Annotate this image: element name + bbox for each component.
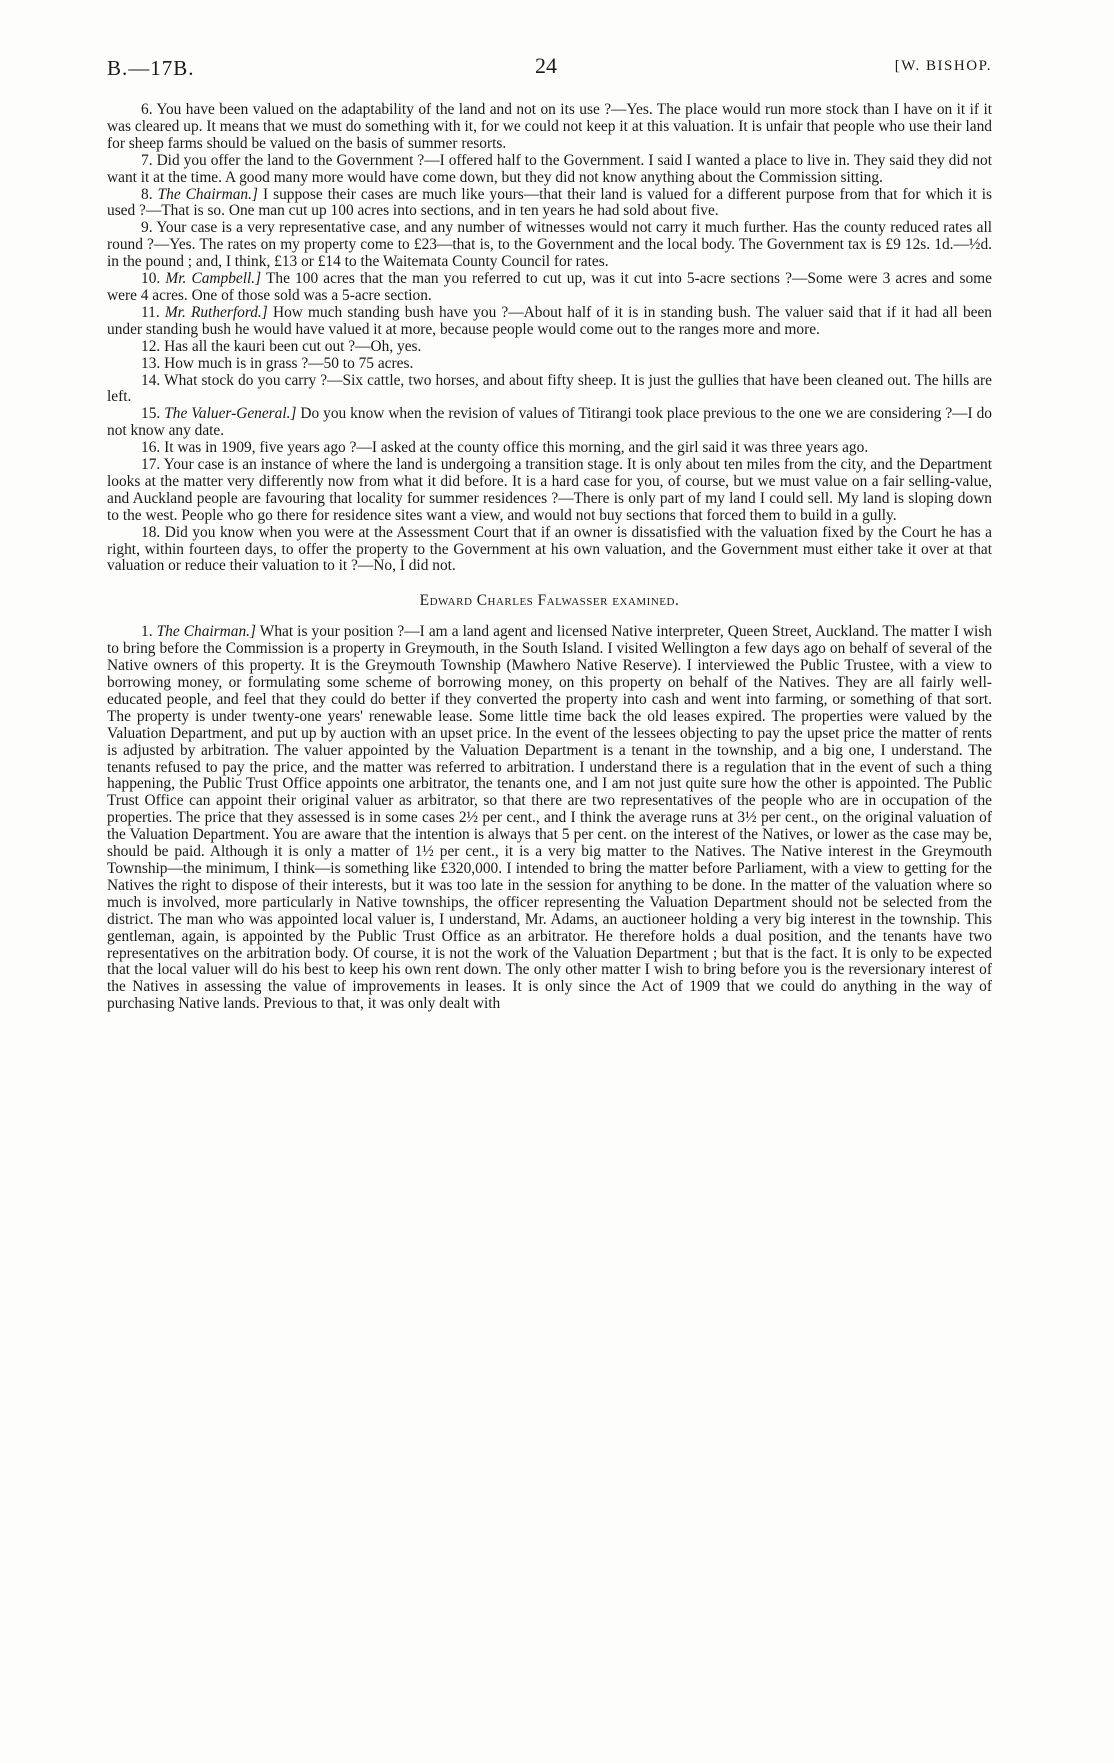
testimony-text: What is your position ?—I am a land agent and licensed Native interpreter, Queen Street, Auckland. The matter I wish to bring before the Commission is a property in Greymouth, in the South Island. I visited Wellington a few days ago on behalf of several of the Native owners of this property. It is the Greymouth Township (Mawhero Native Reserve). I interviewed the Public Trustee, with a view to borrowing money, or formulating some scheme of borrowing money, on this property on behalf of the Natives. They are all fairly well-educated people, and feel that they could do better if they converted the property into cash and went into farming, or something of that sort. The property is under twenty-one years' renewable lease. Some little time back the old leases expired. The properties were valued by the Valuation Department, and put up by auction with an upset price. In the event of the lessees objecting to pay the upset price the matter of rents is adjusted by arbitration. The valuer appointed by the Valuation Department is a tenant in the township, and a big one, I understand. The tenants refused to pay the price, and the matter was referred to arbitration. I understand there is a regulation that in the event of such a thing happening, the Public Trust Office appoints one arbitrator, the tenants one, and I am not just quite sure how the other is appointed. The Public Trust Office can appoint their original valuer as arbitrator, so that there are two representatives of the people who are in occupation of the properties. The price that they assessed is in some cases 2½ per cent., and I think the average runs at 3½ per cent., on the original valuation of the Valuation Department. You are aware that the intention is always that 5 per cent. on the interest of the Natives, or lower as the case may be, should be paid. Although it is only a matter of 1½ per cent., it is a very big matter to the Natives. The Native interest in the Greymouth Township—the minimum, I think—is something like £320,000. I intended to bring the matter before Parliament, with a view to getting for the Natives the right to dispose of their interests, but it was too late in the session for anything to be done. In the matter of the valuation where so much is involved, more particularly in Native townships, the officer representing the Valuation Department should not be selected from the district. The man who was appointed local valuer is, I understand, Mr. Adams, an auctioneer holding a very big interest in the township. This gentleman, again, is appointed by the Public Trust Office as an arbitrator. He therefore holds a dual position, and the tenants have two representatives on the arbitration body. Of course, it is not the work of the Valuation Department ; but that is the fact. It is only to be expected that the local valuer will do his best to keep his own rent down. The only other matter I wish to bring before you is the reversionary interest of the Natives in assessing the value of improvements in leases. It is only since the Act of 1909 that we could do anything in the way of purchasing Native lands. Previous to that, it was only dealt with [107,623,992,1013]
testimony-text: Your case is an instance of where the land is undergoing a transition stage. It is only about ten miles from the city, and the Department looks at the matter very differently now from what it did before. It is a hard case for you, of course, but we must value on a fair selling-value, and Auckland people are favouring that locality for summer residences ?—There is only part of my land I could sell. My land is sloping down to the west. People who go there for residence sites want a view, and would not buy sections that forced them to build in a gully. [107,456,992,524]
testimony-text: Your case is a very representative case, and any number of witnesses would not carry it much further. Has the county reduced rates all round ?—Yes. The rates on my property come to £23—that is, to the Government and the local body. The Government tax is £9 12s. 1d.—½d. in the pound ; and, I think, £13 or £14 to the Waitemata County Council for rates. [107,219,992,271]
question-number: 6. [141,101,153,118]
testimony-paragraph [107,373,992,407]
question-number: 17. [141,456,161,474]
document-body [107,102,992,1013]
question-number: 12. [141,337,161,355]
page-header [107,50,992,90]
question-number: 1. [141,623,153,641]
testimony-paragraph [107,525,992,576]
speaker-name: The Valuer-General.] [164,405,297,423]
testimony-paragraph [107,440,992,457]
question-number: 15. [141,405,161,423]
testimony-text: Has all the kauri been cut out ?—Oh, yes. [164,337,422,355]
testimony-text: How much is in grass ?—50 to 75 acres. [164,354,414,372]
question-number: 16. [141,439,161,457]
testimony-text: You have been valued on the adaptability of the land and not on its use ?—Yes. The place would run more stock than I have on it if it was cleared up. It means that we must do something with it, for we could not keep it at this valuation. It is unfair that people who use their land for sheep farms should be valued on the basis of summer resorts. [107,101,992,152]
testimony-text: Did you know when you were at the Assessment Court that if an owner is dissatisfied with the valuation fixed by the Court he has a right, within fourteen days, to offer the property to the Government at his own valuation, and the Government must either take it over at that valuation or reduce their valuation to it ?—No, I did not. [107,523,992,575]
question-number: 7. [141,151,153,169]
question-number: 8. [141,185,153,203]
testimony-text: The 100 acres that the man you referred to cut up, was it cut into 5-acre sections ?—Some were 3 acres and some were 4 acres. One of those sold was a 5-acre section. [107,270,992,304]
testimony-text: What stock do you carry ?—Six cattle, two horses, and about fifty sheep. It is just the gullies that have been cleaned out. The hills are left. [107,371,992,406]
testimony-paragraph [107,220,992,271]
testimony-paragraph [107,356,992,373]
speaker-name: The Chairman.] [156,623,257,641]
question-number: 18. [141,523,161,541]
section-heading: Edward Charles Falwasser examined. [419,592,680,610]
question-number: 9. [141,219,153,237]
document-reference: B.—17B. [107,56,195,80]
testimony-text: Did you offer the land to the Government ?—I offered half to the Government. I said I wanted a place to live in. They said they did not want it at the time. A good many more would have come down, but they did not know anything about the Commission sitting. [107,151,992,186]
question-number: 13. [141,354,161,372]
testimony-paragraph [107,187,992,221]
page-number: 24 [535,53,557,78]
question-number: 11. [141,303,160,321]
testimony-paragraph [107,406,992,440]
testimony-paragraph [107,339,992,356]
testimony-paragraph [107,305,992,339]
testimony-paragraph [107,102,992,153]
speaker-name: Mr. Rutherford.] [164,303,268,321]
question-number: 14. [141,371,161,389]
question-number: 10. [141,270,161,288]
speaker-name: The Chairman.] [157,185,258,203]
testimony-text: Do you know when the revision of values of Titirangi took place previous to the one we are considering ?—I do not know any date. [107,405,992,440]
witness-name-header: [W. BISHOP. [894,58,992,74]
testimony-paragraph [107,271,992,305]
speaker-name: Mr. Campbell.] [165,270,262,288]
testimony-section-falwasser [107,624,992,1013]
testimony-section-bishop [107,102,992,575]
testimony-text: I suppose their cases are much like yours—that their land is valued for a different purpose from that for which it is used ?—That is so. One man cut up 100 acres into sections, and in ten years he had sold about five. [107,185,992,220]
testimony-text: It was in 1909, five years ago ?—I asked at the county office this morning, and the girl said it was three years ago. [164,439,869,457]
testimony-paragraph [107,624,992,1013]
testimony-paragraph [107,457,992,525]
testimony-text: How much standing bush have you ?—About half of it is in standing bush. The valuer said that if it had all been under standing bush he would have valued it at more, because people would come out to the ranges more and more. [107,303,992,338]
testimony-paragraph [107,153,992,187]
